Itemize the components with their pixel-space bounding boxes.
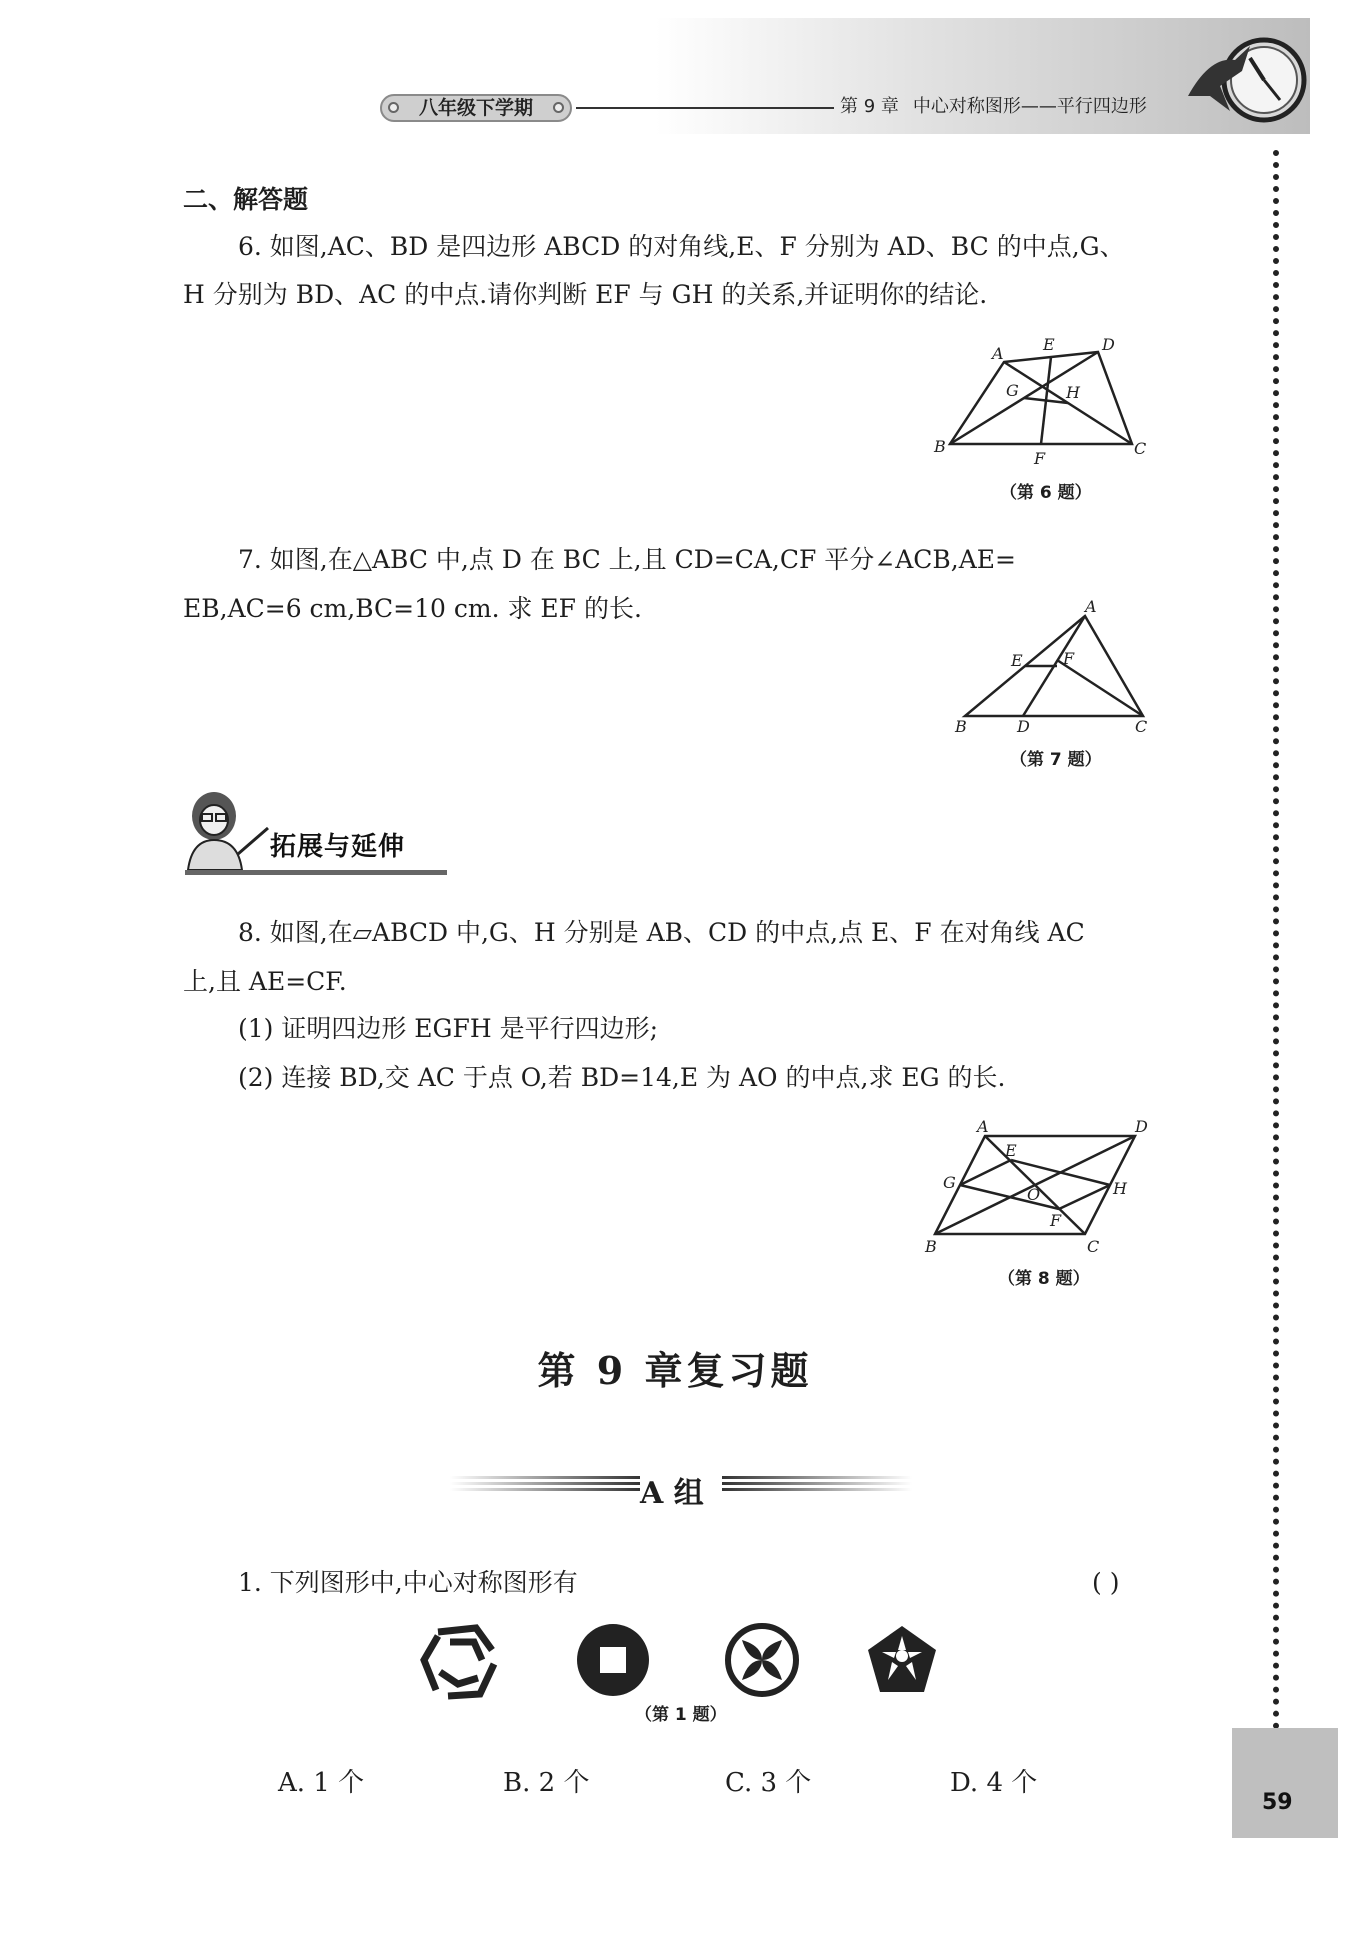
q7-label-e: E: [1011, 651, 1023, 670]
q1-text: 1. 下列图形中,中心对称图形有: [238, 1568, 578, 1597]
page-number: 59: [1232, 1728, 1338, 1838]
q7-label-b: B: [955, 717, 967, 736]
header-rule: [576, 107, 834, 109]
q7-label-f: F: [1063, 649, 1075, 668]
q8-figure: [915, 1112, 1155, 1262]
group-a-label: A 组: [640, 1476, 704, 1511]
q8-label-f: F: [1050, 1211, 1062, 1230]
teacher-icon: [180, 788, 270, 872]
q6-label-e: E: [1043, 335, 1055, 354]
chapter-header: [840, 92, 1161, 118]
q7-figure: [945, 598, 1155, 738]
grade-badge: [380, 94, 572, 122]
q6-caption: （第 6 题）: [1000, 483, 1092, 503]
chapter-number: 第 9 章: [840, 96, 899, 117]
runner-clock-icon: [1180, 26, 1310, 130]
q8-label-c: C: [1087, 1237, 1100, 1256]
q8-label-e: E: [1005, 1141, 1017, 1160]
hexagon-swirl-figure: [418, 1620, 500, 1702]
q7-label-c: C: [1135, 717, 1148, 736]
coin-figure: [573, 1620, 653, 1700]
q8-text-line2: 上,且 AE=CF.: [183, 967, 347, 996]
q7-caption: （第 7 题）: [1010, 750, 1102, 770]
q6-figure: [930, 332, 1150, 472]
q1-option-c[interactable]: C. 3 个: [725, 1768, 812, 1798]
q8-label-o: O: [1027, 1185, 1041, 1204]
q6-text-line1: 6. 如图,AC、BD 是四边形 ABCD 的对角线,E、F 分别为 AD、BC 的中点,G、: [238, 232, 1125, 261]
q8-label-b: B: [925, 1237, 937, 1256]
group-right-rule: [722, 1474, 912, 1496]
q6-label-b: B: [934, 437, 946, 456]
q1-option-b[interactable]: B. 2 个: [503, 1768, 590, 1798]
margin-dotted-line: [1273, 150, 1279, 1730]
q7-text-line2: EB,AC=6 cm,BC=10 cm. 求 EF 的长.: [183, 594, 642, 623]
extension-underline: [185, 870, 447, 875]
q8-text-line1: 8. 如图,在▱ABCD 中,G、H 分别是 AB、CD 的中点,点 E、F 在对角线 AC: [238, 918, 1085, 947]
q6-label-d: D: [1102, 335, 1115, 354]
extension-title: 拓展与延伸: [270, 832, 406, 862]
section-heading: 二、解答题: [183, 185, 309, 214]
q7-label-d: D: [1017, 717, 1030, 736]
q8-label-d: D: [1135, 1117, 1148, 1136]
q6-label-g: G: [1006, 381, 1019, 400]
pill-right-dot: [553, 102, 564, 113]
q6-text-line2: H 分别为 BD、AC 的中点.请你判断 EF 与 GH 的关系,并证明你的结论.: [183, 280, 988, 309]
q8-label-a: A: [977, 1117, 989, 1136]
q6-label-a: A: [992, 344, 1004, 363]
grade-label: 八年级下学期: [418, 97, 533, 119]
q8-label-h: H: [1113, 1179, 1127, 1198]
q6-label-h: H: [1066, 383, 1080, 402]
group-left-rule: [450, 1474, 640, 1496]
chapter-title: 中心对称图形——平行四边形: [912, 96, 1147, 117]
q8-label-g: G: [943, 1173, 956, 1192]
q1-answer-bracket: ( ): [1092, 1568, 1120, 1597]
q1-option-d[interactable]: D. 4 个: [950, 1768, 1038, 1798]
chapter-review-title: 第 9 章复习题: [537, 1348, 813, 1393]
q8-part1: (1) 证明四边形 EGFH 是平行四边形;: [238, 1014, 659, 1043]
q6-label-f: F: [1034, 449, 1046, 468]
pill-left-dot: [388, 102, 399, 113]
q7-text-line1: 7. 如图,在△ABC 中,点 D 在 BC 上,且 CD=CA,CF 平分∠ACB,AE=: [238, 545, 1016, 574]
q1-option-a[interactable]: A. 1 个: [278, 1768, 365, 1798]
q1-caption: （第 1 题）: [635, 1705, 727, 1725]
q7-label-a: A: [1085, 598, 1097, 616]
q8-caption: （第 8 题）: [998, 1269, 1090, 1289]
q6-label-c: C: [1134, 439, 1147, 458]
circle-petals-figure: [722, 1620, 802, 1700]
pentagon-flower-figure: [862, 1620, 942, 1700]
q8-part2: (2) 连接 BD,交 AC 于点 O,若 BD=14,E 为 AO 的中点,求 EG 的长.: [238, 1063, 1006, 1092]
